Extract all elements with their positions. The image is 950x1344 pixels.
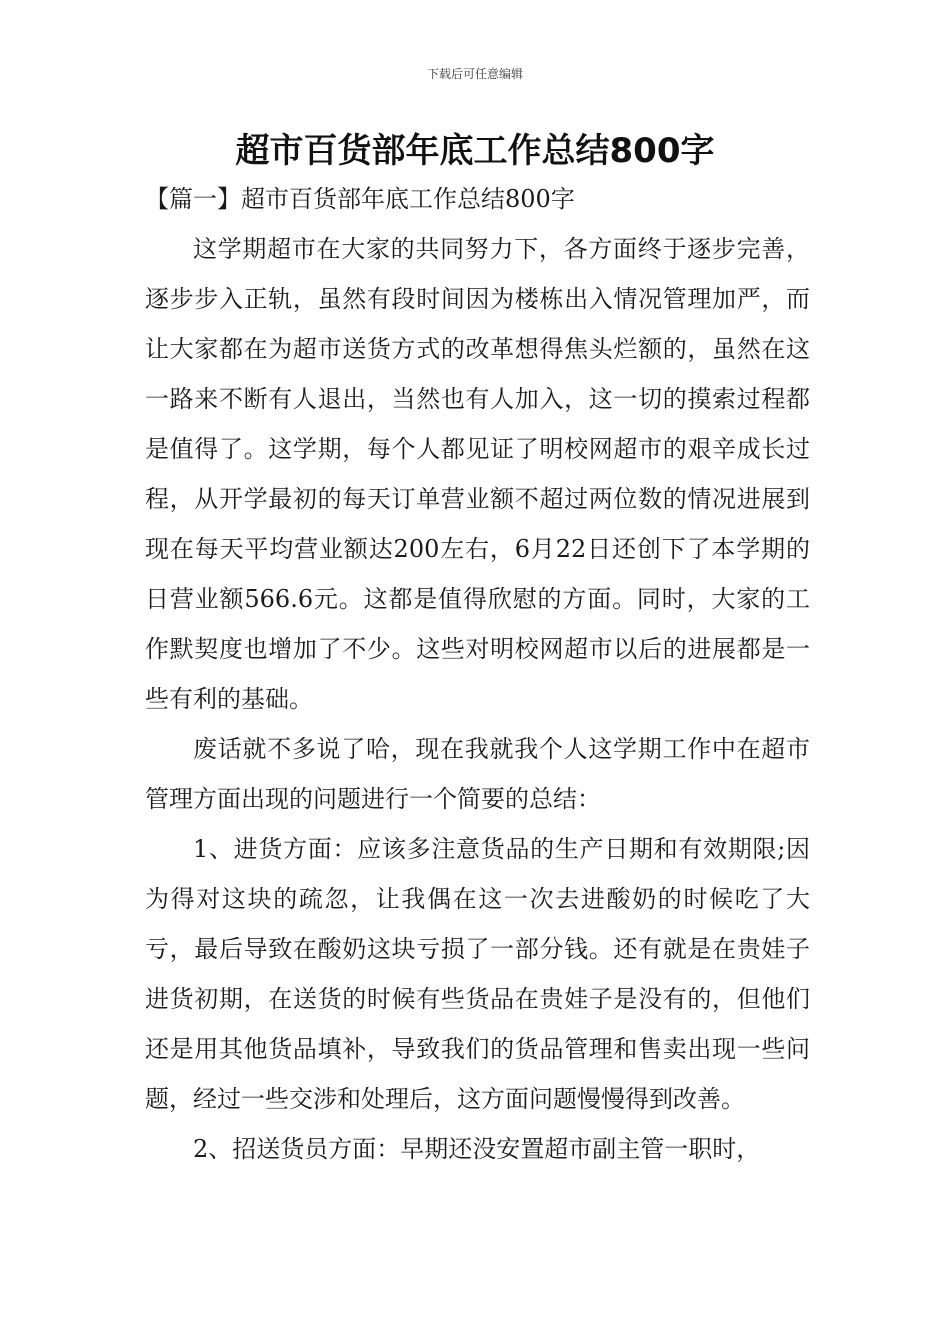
document-body — [145, 174, 810, 1174]
paragraph-purchasing: 1、进货方面：应该多注意货品的生产日期和有效期限;因为得对这块的疏忽，让我偶在这一次去进酸奶的时候吃了大亏，最后导致在酸奶这块亏损了一部分钱。还有就是在贵娃子进货初期，在送货的时候有些货品在贵娃子是没有的，但他们还是用其他货品填补，导致我们的货品管理和售卖出现一些问题，经过一些交涉和处理后，这方面问题慢慢得到改善。 — [145, 835, 810, 1113]
paragraph-transition: 废话就不多说了哈，现在我就我个人这学期工作中在超市管理方面出现的问题进行一个简要的总结： — [145, 735, 810, 813]
paragraph-hiring: 2、招送货员方面：早期还没安置超市副主管一职时， — [193, 1135, 761, 1163]
section-heading: 【篇一】超市百货部年底工作总结800字 — [145, 185, 575, 213]
document-title: 超市百货部年底工作总结800字 — [235, 131, 715, 171]
page-header-note: 下载后可任意编辑 — [426, 67, 523, 81]
paragraph-intro: 这学期超市在大家的共同努力下，各方面终于逐步完善，逐步步入正轨，虽然有段时间因为楼栋出入情况管理加严，而让大家都在为超市送货方式的改革想得焦头烂额的，虽然在这一路来不断有人退出，当然也有人加入，这一切的摸索过程都是值得了。这学期，每个人都见证了明校网超市的艰辛成长过程，从开学最初的每天订单营业额不超过两位数的情况进展到现在每天平均营业额达200左右，6月22日还创下了本学期的日营业额566.6元。这都是值得欣慰的方面。同时，大家的工作默契度也增加了不少。这些对明校网超市以后的进展都是一些有利的基础。 — [145, 235, 810, 713]
